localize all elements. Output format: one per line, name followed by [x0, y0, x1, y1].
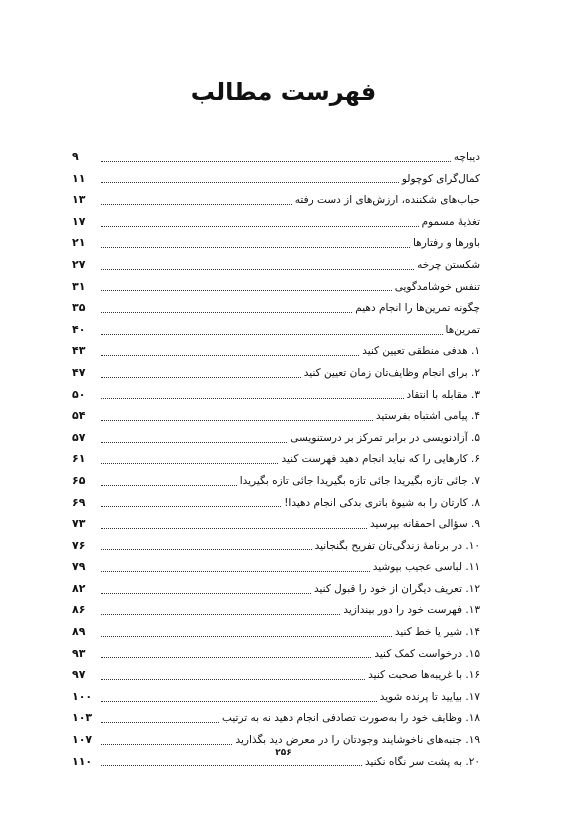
dot-leader: [101, 505, 281, 507]
toc-entry: [72, 211, 480, 233]
toc-entry-page: ۶۱: [72, 452, 86, 466]
toc-entry-label: حباب‌های شکننده، ارزش‌های از دست رفته: [294, 194, 480, 207]
toc-entry-label: ۲. برای انجام وظایف‌تان زمان تعیین کنید: [303, 366, 480, 379]
toc-entry: [72, 168, 480, 190]
dot-leader: [101, 441, 287, 443]
toc-entry: [72, 535, 480, 557]
toc-entry: [72, 556, 480, 578]
toc-entry-page: ۸۶: [72, 603, 86, 617]
dot-leader: [101, 376, 301, 378]
dot-leader: [101, 268, 414, 270]
toc-entry: [72, 297, 480, 319]
toc-entry-page: ۷۹: [72, 560, 86, 574]
toc-entry: [72, 707, 480, 729]
toc-entry-page: ۵۰: [72, 387, 86, 401]
toc-entry-label: دیباچه: [453, 151, 480, 163]
dot-leader: [101, 592, 311, 594]
toc-entry-label: تنفس خوشامدگویی: [394, 280, 480, 293]
toc-entry-label: ۱۲. تعریف دیگران از خود را قبول کنید: [313, 582, 480, 595]
toc-entry-label: ۵. آزادنویسی در برابر تمرکز بر درستنویسی: [290, 431, 480, 444]
toc-entry-label: شکستن چرخه: [417, 258, 480, 271]
toc-entry-page: ۷۳: [72, 517, 86, 531]
toc-entry: [72, 319, 480, 341]
dot-leader: [101, 613, 340, 615]
toc-entry-label: ۸. کارتان را به شیوهٔ باتری بدکی انجام دهیدا!: [284, 496, 480, 509]
toc-entry-label: ۱۹. جنبه‌های ناخوشایند وجودتان را در معرض دید بگذارید: [235, 734, 480, 747]
toc-entry: [72, 578, 480, 600]
toc-entry: [72, 492, 480, 514]
toc-entry-page: ۵۷: [72, 430, 86, 444]
dot-leader: [101, 203, 292, 205]
toc-entry: [72, 362, 480, 384]
toc-entry: [72, 340, 480, 362]
toc-entry-page: ۸۲: [72, 581, 86, 595]
page-title: فهرست مطالب: [190, 78, 377, 106]
dot-leader: [101, 635, 392, 637]
toc-entry-page: ۱۱۰: [72, 754, 93, 768]
page-number: ۲۵۶: [275, 748, 292, 758]
toc-entry-label: ۱۱. لباسی عجیب بپوشید: [372, 561, 480, 574]
toc-entry-page: ۹۷: [72, 668, 86, 682]
toc-entry: [72, 384, 480, 406]
toc-entry-label: ۴. پیامی اشتباه بفرستید: [375, 410, 480, 423]
dot-leader: [101, 548, 312, 550]
toc-entry-page: ۳۵: [72, 301, 86, 315]
toc-entry: [72, 686, 480, 708]
dot-leader: [101, 656, 371, 658]
dot-leader: [101, 527, 367, 529]
dot-leader: [101, 764, 362, 766]
dot-leader: [101, 700, 377, 702]
toc-entry-page: ۷۶: [72, 538, 86, 552]
dot-leader: [101, 462, 278, 464]
toc-entry: [72, 254, 480, 276]
toc-entry-label: باورها و رفتارها: [412, 237, 480, 250]
toc-entry-label: ۱۷. بیایید تا پرنده شوید: [379, 690, 480, 703]
toc-entry-label: ۱. هدفی منطقی تعیین کنید: [362, 345, 480, 358]
toc-entry-label: ۱۵. درخواست کمک کنید: [374, 647, 480, 660]
toc-entry-label: کمال‌گرای کوچولو: [401, 172, 480, 185]
toc-entry: [72, 427, 480, 449]
toc-entry-page: ۱۰۳: [72, 711, 93, 725]
toc-entry-label: ۱۳. فهرست خود را دور بیندازید: [343, 604, 480, 617]
toc-entry-label: چگونه تمرین‌ها را انجام دهیم: [355, 302, 480, 315]
dot-leader: [101, 354, 359, 356]
toc-entry-page: ۴۰: [72, 322, 86, 336]
toc-entry-page: ۶۵: [72, 473, 86, 487]
toc-entry: [72, 405, 480, 427]
toc-entry: [72, 621, 480, 643]
toc-entry: [72, 470, 480, 492]
toc-entry-page: ۱۰۰: [72, 689, 93, 703]
dot-leader: [101, 333, 443, 335]
dot-leader: [101, 311, 352, 313]
toc-entry: [72, 513, 480, 535]
toc-entry-page: ۲۱: [72, 236, 86, 250]
toc-entry-page: ۹: [72, 150, 79, 163]
toc-entry-page: ۵۴: [72, 409, 86, 423]
toc-entry: [72, 599, 480, 621]
dot-leader: [101, 484, 237, 486]
toc-entry-label: ۶. کارهایی را که نباید انجام دهید فهرست کنید: [281, 453, 480, 466]
dot-leader: [101, 743, 232, 745]
toc-entry: [72, 146, 480, 168]
toc-entry-page: ۸۹: [72, 625, 86, 639]
toc-entry-page: ۴۳: [72, 344, 86, 358]
toc-entry-label: ۱۰. در برنامهٔ زندگی‌تان تفریح بگنجانید: [314, 539, 480, 552]
toc-entry-label: ۲۰. به پشت سر نگاه نکنید: [364, 755, 480, 768]
toc-entry: [72, 643, 480, 665]
table-of-contents: [72, 146, 480, 772]
toc-entry-label: تغذیهٔ مسموم: [421, 215, 480, 228]
dot-leader: [101, 289, 392, 291]
dot-leader: [101, 397, 404, 399]
toc-entry: [72, 664, 480, 686]
dot-leader: [101, 246, 410, 248]
dot-leader: [101, 570, 370, 572]
toc-entry: [72, 232, 480, 254]
dot-leader: [101, 721, 219, 723]
dot-leader: [101, 225, 419, 227]
toc-entry-label: ۷. جائی تازه بگیریدا جائی تازه بگیریدا جائی تازه بگیریدا: [239, 474, 480, 487]
toc-entry: [72, 276, 480, 298]
dot-leader: [101, 678, 365, 680]
toc-entry-page: ۱۱: [72, 171, 86, 185]
toc-entry-page: ۱۳: [72, 193, 86, 207]
toc-entry-page: ۳۱: [72, 279, 86, 293]
toc-entry-page: ۶۹: [72, 495, 86, 509]
toc-entry-label: ۳. مقابله با انتقاد: [406, 388, 480, 401]
toc-entry: [72, 448, 480, 470]
toc-entry-page: ۹۳: [72, 646, 86, 660]
toc-entry-page: ۲۷: [72, 257, 86, 271]
toc-entry: [72, 189, 480, 211]
dot-leader: [101, 160, 451, 162]
toc-entry-label: ۹. سؤالی احمقانه بپرسید: [370, 518, 480, 531]
toc-entry-label: ۱۴. شیر یا خط کنید: [394, 626, 480, 639]
toc-entry-label: تمرین‌ها: [445, 323, 480, 336]
dot-leader: [101, 419, 373, 421]
toc-entry-label: ۱۸. وظایف خود را به‌صورت تصادفی انجام دهید نه به ترتیب: [222, 712, 480, 725]
toc-entry-page: ۱۰۷: [72, 733, 93, 747]
toc-entry-label: ۱۶. با غریبه‌ها صحبت کنید: [368, 669, 480, 682]
toc-entry-page: ۱۷: [72, 214, 86, 228]
dot-leader: [101, 181, 399, 183]
toc-entry-page: ۴۷: [72, 365, 86, 379]
